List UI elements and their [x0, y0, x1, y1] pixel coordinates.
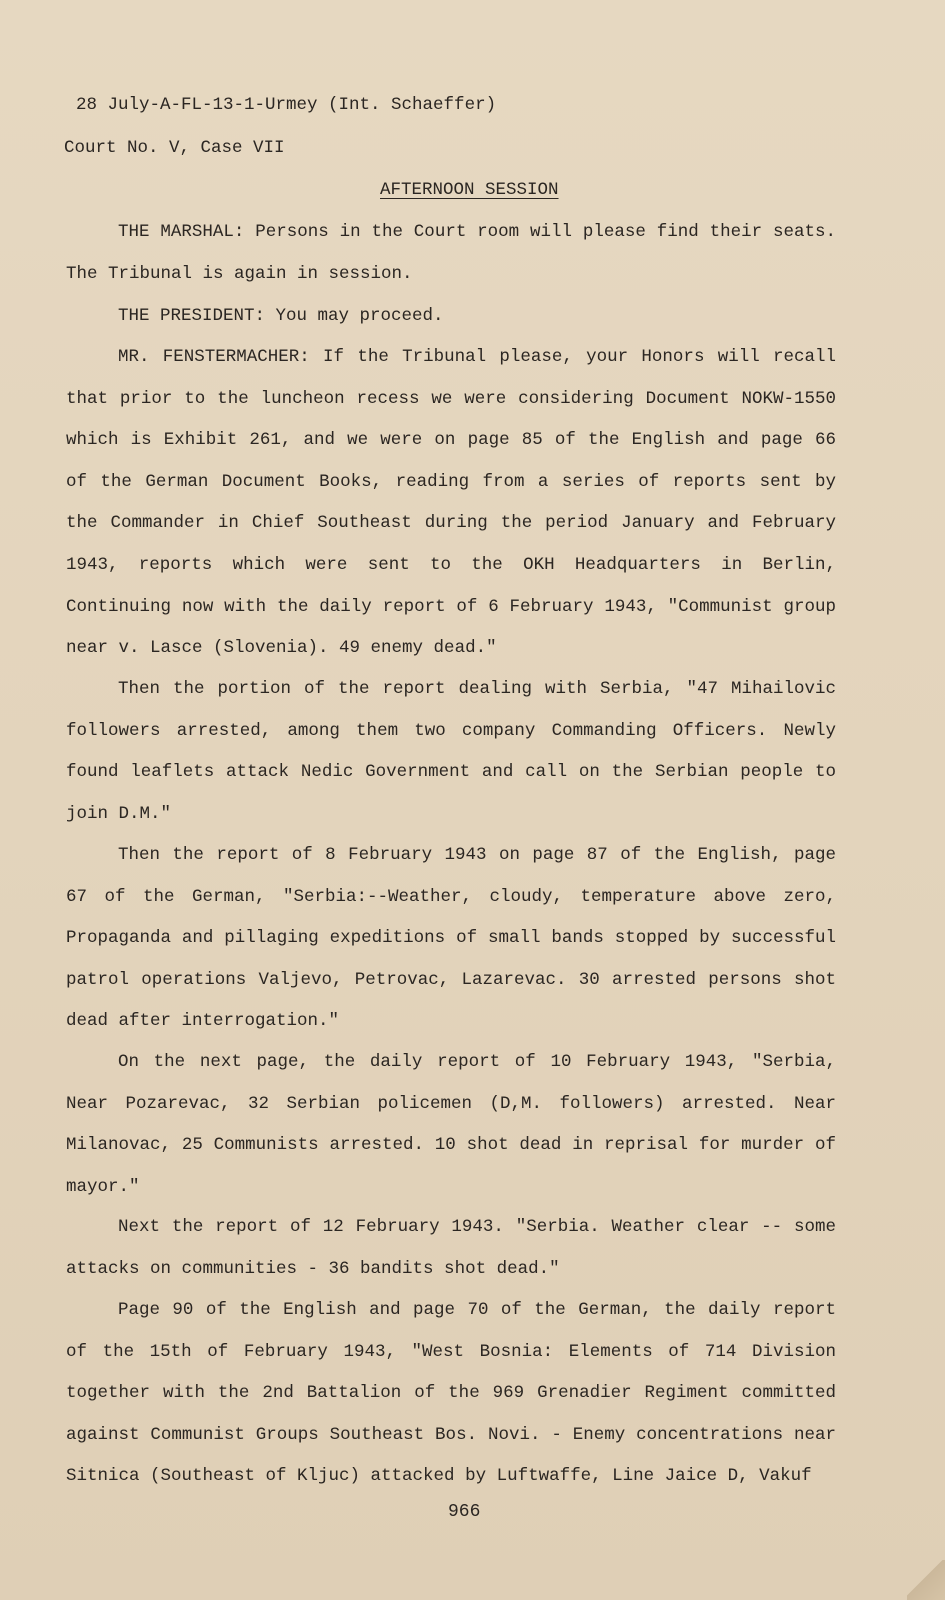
page-corner-fold [907, 1560, 945, 1600]
transcript-paragraph: Page 90 of the English and page 70 of the German, the daily report of the 15th of February 1943, "West Bosnia: Elements of 714 Division together with the 2nd Battalion of the 969 Grenadier Regiment committed against Communist Groups Southeast Bos. Novi. - Enemy concentrations near Sitnica (Southeast of Kljuc) attacked by Luftwaffe, Line Jaice D, Vakuf [66, 1300, 836, 1487]
transcript-paragraph: On the next page, the daily report of 10 February 1943, "Serbia, Near Pozarevac, 32 Serbian policemen (D,M. followers) arrested. Near Milanovac, 25 Communists arrested. 10 shot dead in reprisal for murder of mayor." [66, 1052, 836, 1197]
transcript-paragraph: Next the report of 12 February 1943. "Serbia. Weather clear -- some attacks on communities - 36 bandits shot dead." [66, 1217, 836, 1279]
transcript-paragraph: Then the portion of the report dealing with Serbia, "47 Mihailovic followers arrested, among them two company Commanding Officers. Newly found leaflets attack Nedic Government and call on the Serbian people to join D.M." [66, 679, 836, 824]
document-header-line-1: 28 July-A-FL-13-1-Urmey (Int. Schaeffer) [76, 95, 497, 115]
transcript-paragraph: THE PRESIDENT: You may proceed. [118, 306, 444, 326]
page-number: 966 [448, 1502, 481, 1522]
session-title: AFTERNOON SESSION [380, 180, 559, 200]
transcript-paragraph: THE MARSHAL: Persons in the Court room will please find their seats. The Tribunal is again in session. [66, 222, 836, 284]
document-header-line-2: Court No. V, Case VII [64, 138, 285, 158]
transcript-paragraph: Then the report of 8 February 1943 on page 87 of the English, page 67 of the German, "Serbia:--Weather, cloudy, temperature above zero, Propaganda and pillaging expeditions of small bands stopped by successful patrol operations Valjevo, Petrovac, Lazarevac. 30 arrested persons shot dead after interrogation." [66, 845, 836, 1032]
transcript-paragraph: MR. FENSTERMACHER: If the Tribunal please, your Honors will recall that prior to the luncheon recess we were considering Document NOKW-1550 which is Exhibit 261, and we were on page 85 of the English and page 66 of the German Document Books, reading from a series of reports sent by the Commander in Chief Southeast during the period January and February 1943, reports which were sent to the OKH Headquarters in Berlin, Continuing now with the daily report of 6 February 1943, "Communist group near v. Lasce (Slovenia). 49 enemy dead." [66, 347, 836, 659]
